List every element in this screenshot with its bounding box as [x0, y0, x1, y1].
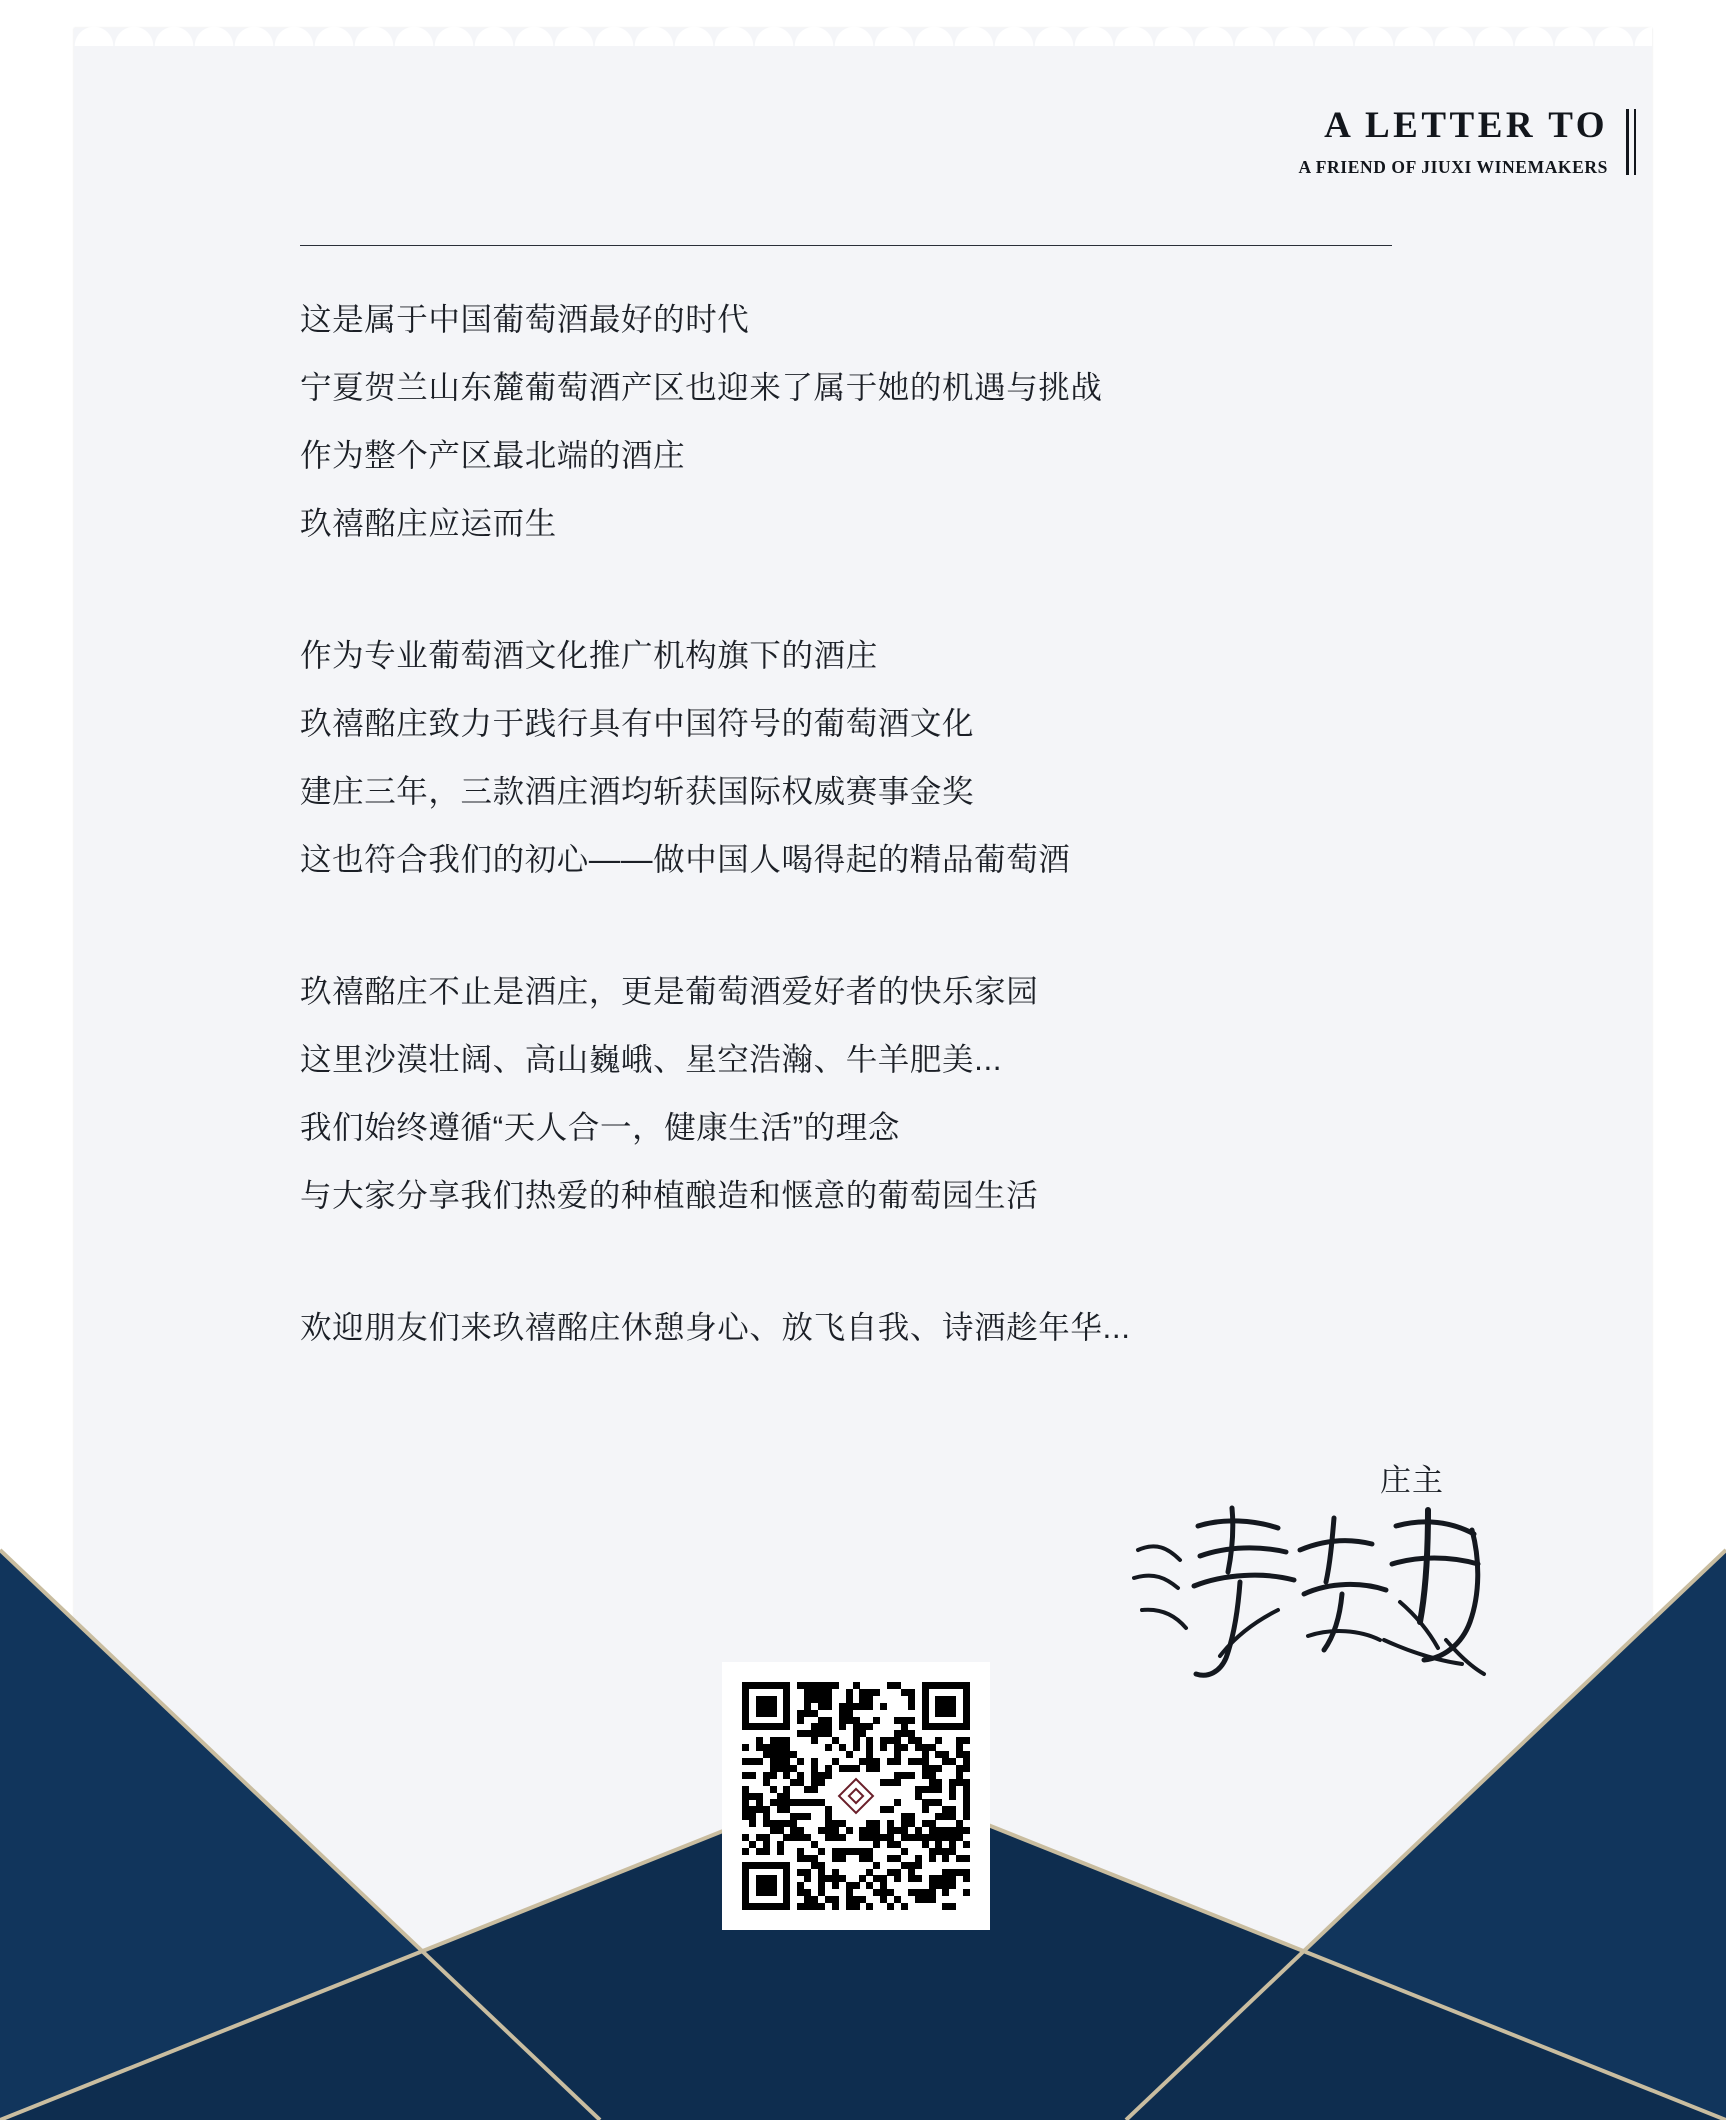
handwritten-signature [1128, 1490, 1508, 1690]
diamond-logo-icon [838, 1778, 875, 1815]
line: 玖禧酩庄不止是酒庄，更是葡萄酒爱好者的快乐家园 [300, 973, 1039, 1009]
line: 建庄三年，三款酒庄酒均斩获国际权威赛事金奖 [300, 773, 975, 809]
header-divider [300, 245, 1392, 246]
paragraph-3 [300, 957, 1420, 1229]
letter-subtitle: A FRIEND OF JIUXI WINEMAKERS [1298, 157, 1608, 178]
letter-title: A LETTER TO [1324, 105, 1608, 146]
qr-code-matrix [742, 1682, 970, 1910]
signature-label: 庄主 [1380, 1463, 1444, 1498]
qr-code[interactable] [722, 1662, 990, 1930]
line: 这是属于中国葡萄酒最好的时代 [300, 301, 750, 337]
line: 这也符合我们的初心——做中国人喝得起的精品葡萄酒 [300, 841, 1071, 877]
line: 与大家分享我们热爱的种植酿造和惬意的葡萄园生活 [300, 1177, 1039, 1213]
paragraph-1 [300, 285, 1420, 557]
paragraph-2 [300, 621, 1420, 893]
letter-header [936, 105, 1636, 178]
line: 这里沙漠壮阔、高山巍峨、星空浩瀚、牛羊肥美... [300, 1041, 1003, 1077]
qr-center-logo [833, 1773, 879, 1819]
line: 作为整个产区最北端的酒庄 [300, 437, 686, 473]
line: 我们始终遵循“天人合一，健康生活”的理念 [300, 1109, 900, 1145]
line: 作为专业葡萄酒文化推广机构旗下的酒庄 [300, 637, 878, 673]
line: 欢迎朋友们来玖禧酩庄休憩身心、放飞自我、诗酒趁年华... [300, 1309, 1131, 1345]
line: 宁夏贺兰山东麓葡萄酒产区也迎来了属于她的机遇与挑战 [300, 369, 1103, 405]
title-rule-bars-icon [1624, 105, 1636, 178]
letter-body [300, 285, 1420, 1361]
line: 玖禧酩庄应运而生 [300, 505, 557, 541]
paragraph-4 [300, 1293, 1420, 1361]
line: 玖禧酩庄致力于践行具有中国符号的葡萄酒文化 [300, 705, 975, 741]
